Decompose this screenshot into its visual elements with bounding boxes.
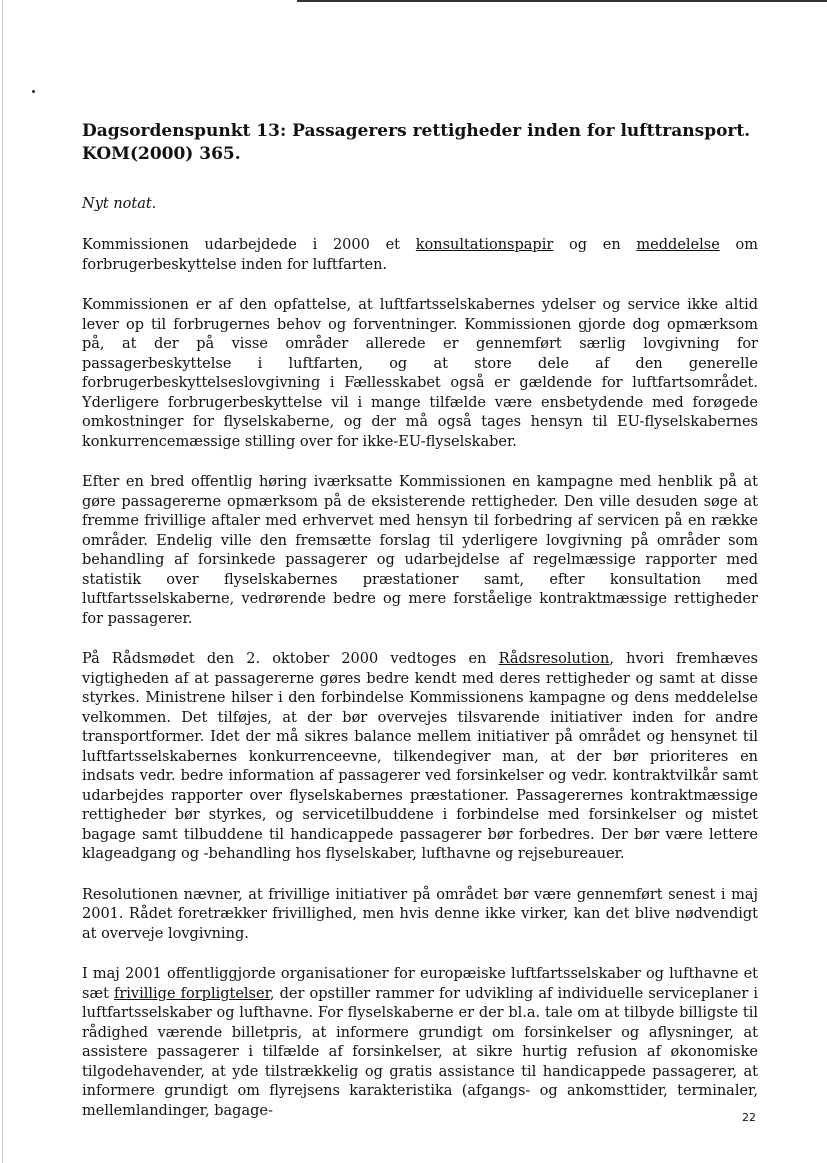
link-council-resolution[interactable]: Rådsresolution: [498, 651, 610, 667]
paragraph-4: På Rådsmødet den 2. oktober 2000 vedtoges en Rådsresolution, hvori fremhæves vigtigheden af at passagererne gøres bedre kendt med deres rettigheder og samt at disse styrkes. Ministrene hilser i den forbindelse Kommissionens kampagne og dens meddelelse velkommen. Det tilføjes, at der bør overvejes tilsvarende initiativer inden for andre transportformer. Idet der må sikres balance mellem initiativer på området og hensynet til luftfartsselskabernes konkurrenceevne, tilkendegiver man, at der bør prioriteres en indsats vedr. bedre information af passagerer ved forsinkelser og vedr. kontraktvilkår samt udarbejdes rapporter over flyselskabernes præstationer. Passagerernes kontraktmæssige rettigheder bør styrkes, og servicetilbuddene i forbindelse med forsinkelser og mistet bagage samt tilbuddene til handicappede passagerer bør forbedres. Der bør være lettere klageadgang og -behandling hos flyselskaber, lufthavne og rejsebureauer.: [82, 651, 758, 862]
page-number: 22: [742, 1111, 756, 1124]
scan-speck: [32, 90, 35, 93]
title-line-1: Dagsordenspunkt 13: Passagerers rettigheder inden for lufttransport.: [82, 121, 751, 141]
paragraph-1: Kommissionen udarbejdede i 2000 et konsultationspapir og en meddelelse om forbrugerbeskyttelse inden for luftfarten.: [82, 237, 759, 273]
paragraph-6: I maj 2001 offentliggjorde organisationer for europæiske luftfartsselskaber og lufthavne et sæt frivillige forpligtelser, der opstiller rammer for udvikling af individuelle serviceplaner i luftfartsselskaber og lufthavne. For flyselskaberne er der bl.a. tale om at tilbyde billigste til rådighed værende billetpris, at informere grundigt om forsinkelser og aflysninger, at assistere passagerer i tilfælde af forsinkelser, at sikre hurtig refusion af økonomiske tilgodehavender, at yde tilstrækkelig og gratis assistance til handicappede passagerer, at informere grundigt om flyrejsens karakteristika (afgangs- og ankomsttider, terminaler, mellemlandinger, bagage-: [82, 966, 759, 1119]
link-communication[interactable]: meddelelse: [636, 237, 720, 253]
scan-edge: [2, 0, 3, 1163]
link-consultation-paper[interactable]: konsultationspapir: [415, 237, 554, 253]
note-label: Nyt notat.: [82, 196, 157, 212]
title-line-2: KOM(2000) 365.: [82, 144, 241, 164]
top-rule: [297, 0, 827, 2]
page-title: [82, 120, 758, 166]
document-body: [82, 120, 758, 1142]
link-voluntary-commitments[interactable]: frivillige forpligtelser: [114, 985, 270, 1002]
paragraph-5: Resolutionen nævner, at frivillige initiativer på området bør være gennemført senest i maj 2001. Rådet foretrækker frivillighed, men hvis denne ikke virker, kan det blive nødvendigt at overveje lovgivning.: [82, 886, 758, 942]
paragraph-2: Kommissionen er af den opfattelse, at luftfartsselskabernes ydelser og service ikke altid lever op til forbrugernes behov og forventninger. Kommissionen gjorde dog opmærksom på, at der på visse områder allerede er gennemført særlig lovgivning for passagerbeskyttelse i luftfarten, og at store dele af den generelle forbrugerbeskyttelseslovgivning i Fællesskabet også er gældende for luftfartsområdet. Yderligere forbrugerbeskyttelse vil i mange tilfælde være ensbetydende med forøgede omkostninger for flyselskaberne, og der må også tages hensyn til EU-flyselskabernes konkurrencemæssige stilling over for ikke-EU-flyselskaber.: [82, 297, 758, 450]
paragraph-3: Efter en bred offentlig høring iværksatte Kommissionen en kampagne med henblik på at gøre passagererne opmærksom på de eksisterende rettigheder. Den ville desuden søge at fremme frivillige aftaler med erhvervet med hensyn til forbedring af servicen på en række områder. Endelig ville den fremsætte forslag til yderligere lovgivning på områder som behandling af forsinkede passagerer og udarbejdelse af regelmæssige rapporter med statistik over flyselskabernes præstationer samt, efter konsultation med luftfartsselskaberne, vedrørende bedre og mere forståelige kontraktmæssige rettigheder for passagerer.: [82, 474, 758, 627]
